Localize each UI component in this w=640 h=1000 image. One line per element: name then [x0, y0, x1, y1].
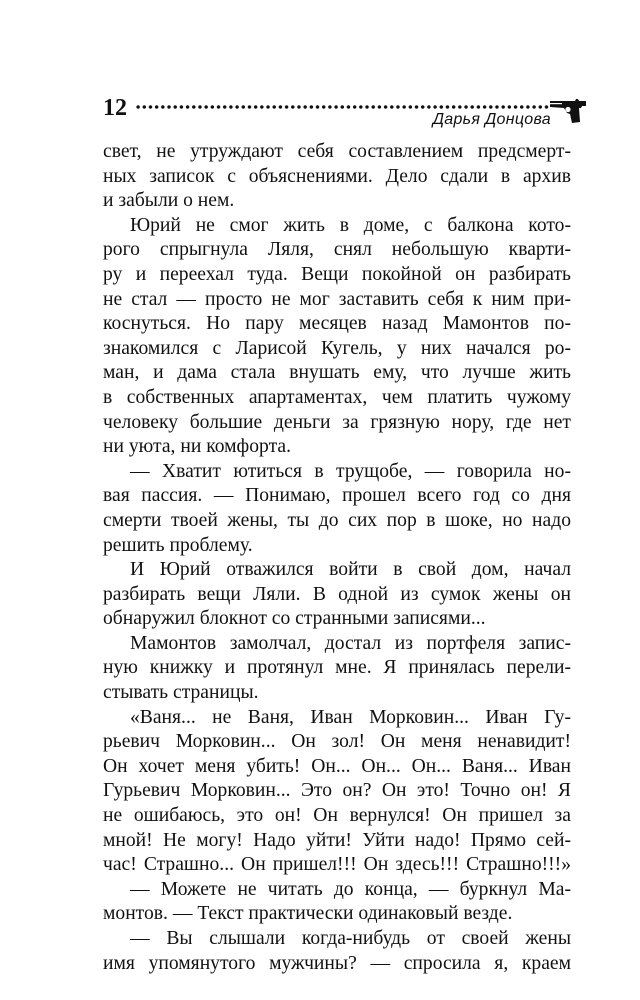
text-line: коснуться. Но пару месяцев назад Мамонтов по- [103, 313, 571, 335]
text-line: обнаружил блокнот со странными записями... [103, 608, 486, 630]
text-line: ман, и дама стала внушать ему, что лучше жить [103, 362, 571, 384]
text-line: рого спрыгнула Ляля, снял небольшую кварти- [103, 239, 571, 261]
text-line: не стал — просто не мог заставить себя к ним при- [103, 288, 571, 310]
text-line: Мамонтов замолчал, достал из портфеля запис- [130, 632, 571, 654]
running-header [103, 92, 587, 132]
text-line: монтов. — Текст практически одинаковый везде. [103, 903, 513, 925]
text-line: и забыли о нем. [103, 190, 235, 212]
text-line: И Юрий отважился войти в свой дом, начал [130, 559, 571, 581]
text-line: ных записок с объяснениями. Дело сдали в архив [103, 165, 571, 187]
text-line: стывать страницы. [103, 682, 259, 704]
text-line: не ошибаюсь, это он! Он вернулся! Он пришел за [103, 805, 571, 827]
text-line: Гурьевич Морковин... Это он? Он это! Точно он! Я [103, 780, 571, 802]
text-line: смерти твоей жены, ты до сих пор в шоке, но надо [103, 509, 571, 531]
text-line: — Вы слышали когда-нибудь от своей жены [130, 928, 571, 949]
page-number: 12 [103, 95, 127, 121]
revolver-icon [549, 96, 587, 124]
text-line: разбирать вещи Ляли. В одной из сумок жены он [103, 583, 571, 605]
text-line: ни уюта, ни комфорта. [103, 436, 291, 458]
text-line: свет, не утруждают себя составлением предсмерт- [103, 141, 571, 162]
text-line: знакомился с Ларисой Кугель, у них начался ро- [103, 337, 571, 359]
body-text [103, 140, 571, 976]
text-line: в собственных апартаментах, чем платить чужому [103, 386, 571, 408]
dotted-leader [135, 105, 551, 109]
text-line: час! Страшно... Он пришел!!! Он здесь!!! Страшно!!!» [103, 854, 571, 876]
text-line: — Можете не читать до конца, — буркнул Ма- [130, 878, 571, 900]
text-line: решить проблему. [103, 534, 253, 556]
text-line: Он хочет меня убить! Он... Он... Он... Ваня... Иван [103, 755, 571, 777]
text-line: рьевич Морковин... Он зол! Он меня ненавидит! [103, 731, 571, 753]
text-line: ру и переехал туда. Вещи покойной он разбирать [103, 263, 571, 285]
text-line: человеку большие деньги за грязную нору, где нет [103, 411, 571, 433]
text-line: имя упомянутого мужчины? — спросила я, краем [103, 952, 571, 974]
text-line: ную книжку и протянул мне. Я принялась перели- [103, 657, 571, 679]
author-name: Дарья Донцова [432, 111, 551, 128]
text-line: мной! Не могу! Надо уйти! Уйти надо! Прямо сей- [103, 829, 571, 851]
text-line: вая пассия. — Понимаю, прошел всего год со дня [103, 485, 571, 507]
text-line: Юрий не смог жить в доме, с балкона кото- [130, 214, 571, 236]
text-line: — Хватит ютиться в трущобе, — говорила но- [130, 460, 571, 482]
text-line: «Ваня... не Ваня, Иван Морковин... Иван Гу- [130, 706, 571, 728]
